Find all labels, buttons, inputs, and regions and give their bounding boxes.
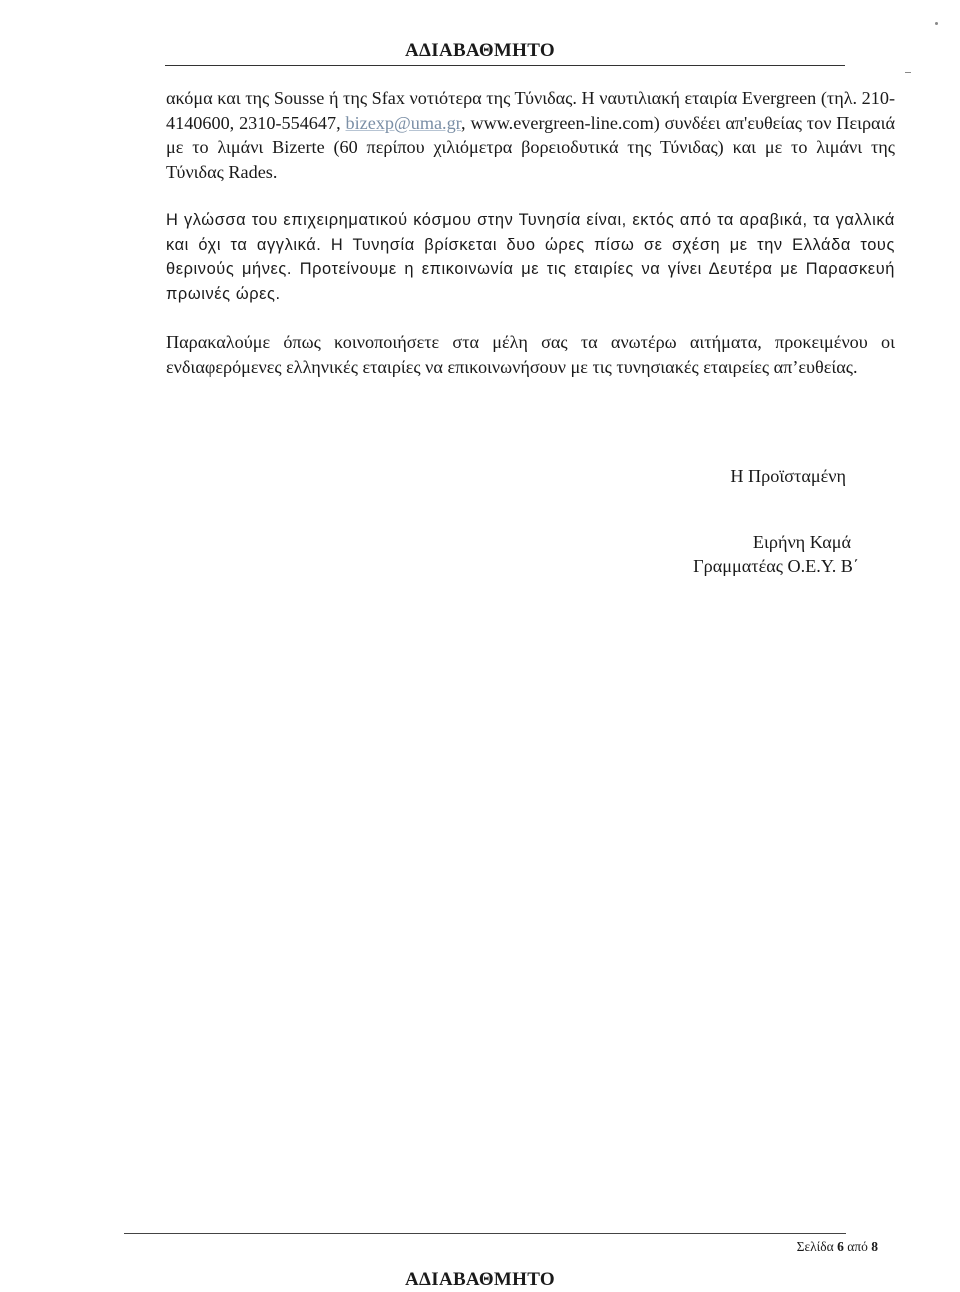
scan-speck xyxy=(905,72,911,73)
signature-title: Η Προϊσταμένη xyxy=(730,466,846,486)
email-link[interactable]: bizexp@uma.gr xyxy=(345,112,462,133)
page-total: 8 xyxy=(871,1239,878,1254)
document-body xyxy=(166,86,895,403)
classification-header: ΑΔΙΑΒΑΘΜΗΤΟ xyxy=(405,40,555,61)
paragraph-shipping-text-end: , www.evergreen-line.com) συνδέει απ'ευθείας τον Πειραιά με το λιμάνι Bizerte (60 περίπου χιλιόμετρα βορειοδυτικά της Τύνιδας) και με το λιμάνι της Τύνιδας Rades. xyxy=(166,112,895,182)
signature-name: Ειρήνη Καμά xyxy=(752,532,851,552)
paragraph-shipping xyxy=(166,86,895,184)
signature-role: Γραμματέας Ο.Ε.Υ. Β΄ xyxy=(693,556,859,576)
page-current: 6 xyxy=(837,1239,844,1254)
classification-footer: ΑΔΙΑΒΑΘΜΗΤΟ xyxy=(405,1269,555,1290)
paragraph-request: Παρακαλούμε όπως κοινοποιήσετε στα μέλη σας τα ανωτέρω αιτήματα, προκειμένου οι ενδιαφερόμενες ελληνικές εταιρίες να επικοινωνήσουν με τις τυνησιακές εταιρείες απ’ευθείας. xyxy=(166,332,895,377)
paragraph-shipping-text-start: ακόμα και της Sousse ή της Sfax νοτιότερα της Τύνιδας. Η ναυτιλιακή εταιρία Evergreen (τηλ. 210-4140600, 2310-554647, xyxy=(166,88,895,133)
scan-speck xyxy=(935,22,938,25)
page-prefix: Σελίδα xyxy=(796,1239,838,1254)
page-middle: από xyxy=(843,1239,872,1254)
paragraph-language-timezone: Η γλώσσα του επιχειρηματικού κόσμου στην Τυνησία είναι, εκτός από τα αραβικά, τα γαλλικά και όχι τα αγγλικά. Η Τυνησία βρίσκεται δυο ώρες πίσω σε σχέση με την Ελλάδα τους θερινούς μήνες. Προτείνουμε η επικοινωνία με τις εταιρίες να γίνει Δευτέρα με Παρασκευή πρωινές ώρες. xyxy=(166,211,895,303)
header-divider xyxy=(165,65,845,66)
footer-divider xyxy=(124,1233,846,1234)
page-number xyxy=(797,1239,878,1255)
